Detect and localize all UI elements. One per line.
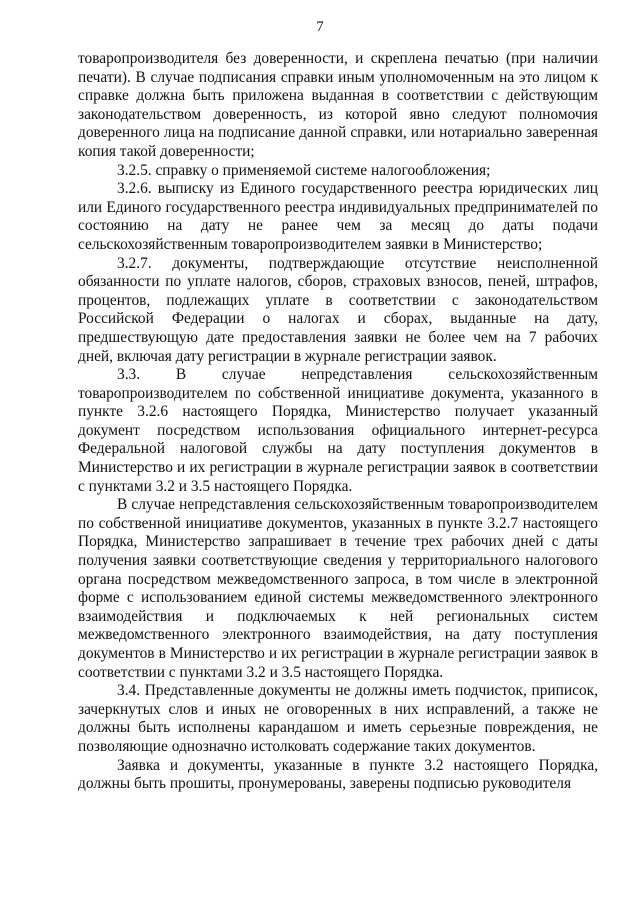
paragraph-3-4-second: Заявка и документы, указанные в пункте 3.2 настоящего Порядка, должны быть прошиты, пронумерованы, заверены подписью руководителя: [78, 756, 598, 793]
paragraph-3-4: 3.4. Представленные документы не должны иметь подчисток, приписок, зачеркнутых слов и иных не оговоренных в них исправлений, а также не должны быть исполнены карандашом и иметь серьезные повреждения, не позволяющие однозначно истолковать содержание таких документов.: [78, 682, 598, 755]
paragraph-3-2-6: 3.2.6. выписку из Единого государственного реестра юридических лиц или Единого государственного реестра индивидуальных предпринимателей по состоянию на дату не ранее чем за месяц до даты подачи сельскохозяйственным товаропроизводителем заявки в Министерство;: [78, 180, 598, 253]
paragraph-3-2-7: 3.2.7. документы, подтверждающие отсутствие неисполненной обязанности по уплате налогов, сборов, страховых взносов, пеней, штрафов, процентов, подлежащих уплате в соответствии с законодательством Российской Федерации о налогах и сборах, выданные на дату, предшествующую дате предоставления заявки не более чем на 7 рабочих дней, включая дату регистрации в журнале регистрации заявок.: [78, 254, 598, 365]
paragraph-3-3-second: В случае непредставления сельскохозяйственным товаропроизводителем по собственной инициативе документов, указанных в пункте 3.2.7 настоящего Порядка, Министерство запрашивает в течение трех рабочих дней с даты получения заявки соответствующие сведения у территориального налогового органа посредством межведомственного запроса, в том числе в электронной форме с использованием единой системы межведомственного электронного взаимодействия и подключаемых к ней региональных систем межведомственного электронного взаимодействия, на дату поступления документов в Министерство и их регистрации в журнале регистрации заявок в соответствии с пунктами 3.2 и 3.5 настоящего Порядка.: [78, 496, 598, 681]
paragraph-3-2-5: 3.2.5. справку о применяемой системе налогообложения;: [117, 161, 491, 179]
document-body: [78, 50, 598, 794]
page-number: 7: [316, 19, 324, 35]
paragraph-3-3: 3.3. В случае непредставления сельскохозяйственным товаропроизводителем по собственной инициативе документа, указанного в пункте 3.2.6 настоящего Порядка, Министерство получает указанный документ посредством использования официального интернет-ресурса Федеральной налоговой службы на дату поступления документов в Министерство и их регистрации в журнале регистрации заявок в соответствии с пунктами 3.2 и 3.5 настоящего Порядка.: [78, 366, 598, 495]
paragraph-continuation: товаропроизводителя без доверенности, и скреплена печатью (при наличии печати). В случае подписания справки иным уполномоченным на это лицом к справке должна быть приложена выданная в соответствии с действующим законодательством доверенность, из которой явно следуют полномочия доверенного лица на подписание данной справки, или нотариально заверенная копия такой доверенности;: [78, 50, 598, 160]
